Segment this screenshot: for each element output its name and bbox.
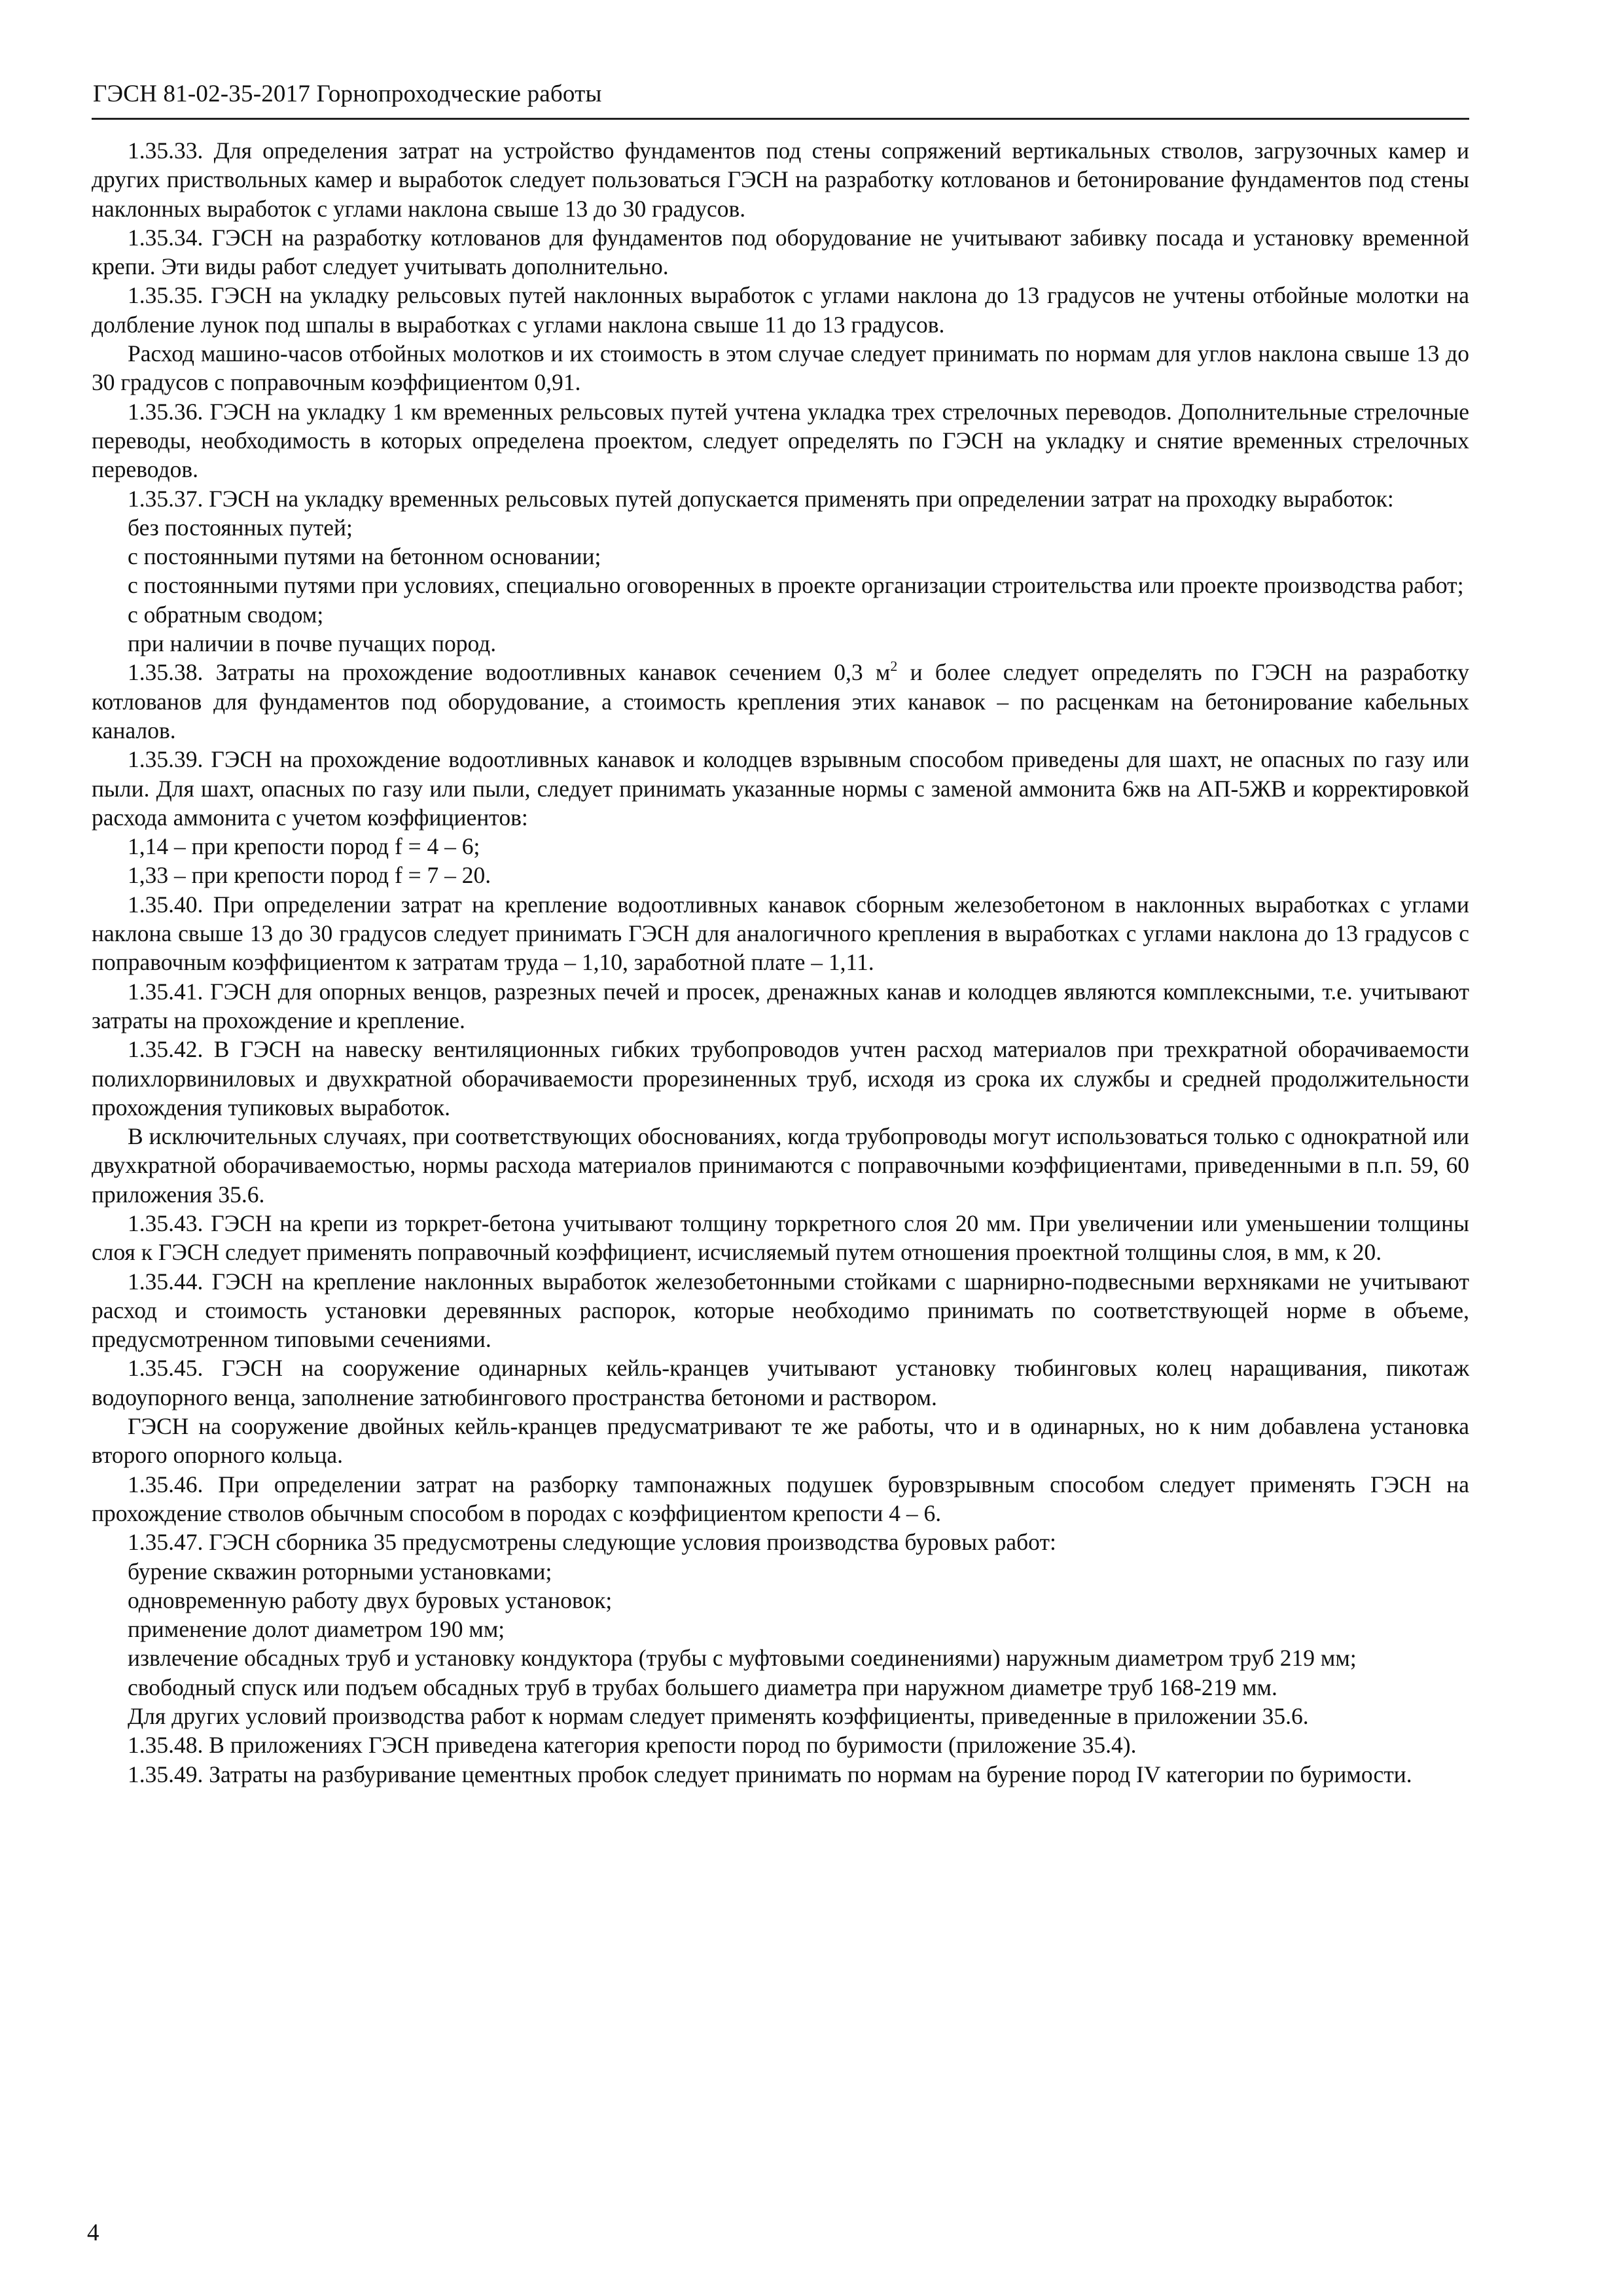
paragraph: 1.35.49. Затраты на разбуривание цементных пробок следует принимать по нормам на бурение пород IV категории по буримости. bbox=[128, 1761, 1412, 1787]
paragraph: 1.35.40. При определении затрат на крепление водоотливных канавок сборным железобетоном в наклонных выработках с углами наклона свыше 13 до 30 градусов следует принимать ГЭСН для аналогичного крепления в выработках с углами наклона до 13 градусов с поправочным коэффициентом к затратам труда – 1,10, заработной плате – 1,11. bbox=[92, 891, 1469, 976]
paragraph bbox=[92, 658, 1469, 745]
paragraph: 1.35.34. ГЭСН на разработку котлованов для фундаментов под оборудование не учитывают забивку посада и установку временной крепи. Эти виды работ следует учитывать дополнительно. bbox=[92, 224, 1469, 280]
list-item: одновременную работу двух буровых установок; bbox=[128, 1587, 613, 1613]
list-item: бурение скважин роторными установками; bbox=[128, 1558, 552, 1585]
list-item: применение долот диаметром 190 мм; bbox=[128, 1616, 505, 1643]
paragraph: 1.35.36. ГЭСН на укладку 1 км временных рельсовых путей учтена укладка трех стрелочных переводов. Дополнительные стрелочные переводы, необходимость в которых определена проектом, следует определять по ГЭСН на укладку и снятие временных стрелочных переводов. bbox=[92, 398, 1469, 483]
list-item: 1,33 – при крепости пород f = 7 – 20. bbox=[128, 862, 491, 889]
paragraph: 1.35.35. ГЭСН на укладку рельсовых путей наклонных выработок с углами наклона до 13 градусов не учтены отбойные молотки на долбление лунок под шпалы в выработках с углами наклона свыше 11 до 13 градусов. bbox=[92, 282, 1469, 338]
paragraph: 1.35.43. ГЭСН на крепи из торкрет-бетона учитывают толщину торкретного слоя 20 мм. При увеличении или уменьшении толщины слоя к ГЭСН следует применять поправочный коэффициент, исчисляемый путем отношения проектной толщины слоя, в мм, к 20. bbox=[92, 1210, 1469, 1266]
list-item: при наличии в почве пучащих пород. bbox=[128, 630, 497, 657]
document-body bbox=[92, 136, 1469, 1789]
superscript: 2 bbox=[890, 658, 898, 675]
paragraph: 1.35.42. В ГЭСН на навеску вентиляционных гибких трубопроводов учтен расход материалов при трехкратной оборачиваемости полихлорвиниловых и двухкратной оборачиваемости прорезиненных труб, исходя из срока их службы и средней продолжительности прохождения тупиковых выработок. bbox=[92, 1036, 1469, 1121]
list-item: с обратным сводом; bbox=[128, 601, 324, 628]
paragraph: Для других условий производства работ к нормам следует применять коэффициенты, приведенные в приложении 35.6. bbox=[128, 1703, 1309, 1730]
paragraph: ГЭСН на сооружение двойных кейль-кранцев предусматривают те же работы, что и в одинарных, но к ним добавлена установка второго опорного кольца. bbox=[92, 1413, 1469, 1469]
paragraph: 1.35.46. При определении затрат на разборку тампонажных подушек буровзрывным способом следует применять ГЭСН на прохождение стволов обычным способом в породах с коэффициентом крепости 4 – 6. bbox=[92, 1471, 1469, 1526]
list-item: свободный спуск или подъем обсадных труб в трубах большего диаметра при наружном диаметре труб 168-219 мм. bbox=[128, 1674, 1277, 1700]
list-item: без постоянных путей; bbox=[128, 514, 353, 541]
list-item: с постоянными путями при условиях, специально оговоренных в проекте организации строительства или проекте производства работ; bbox=[128, 572, 1464, 599]
page-number: 4 bbox=[87, 2219, 99, 2246]
header-title: ГЭСН 81-02-35-2017 Горнопроходческие работы bbox=[93, 81, 602, 107]
paragraph: В исключительных случаях, при соответствующих обоснованиях, когда трубопроводы могут использоваться только с однократной или двухкратной оборачиваемостью, нормы расхода материалов принимаются с поправочными коэффициентами, приведенными в п.п. 59, 60 приложения 35.6. bbox=[92, 1123, 1469, 1208]
paragraph: 1.35.47. ГЭСН сборника 35 предусмотрены следующие условия производства буровых работ: bbox=[128, 1529, 1056, 1556]
paragraph: 1.35.44. ГЭСН на крепление наклонных выработок железобетонными стойками с шарнирно-подвесными верхняками не учитывают расход и стоимость установки деревянных распорок, которые необходимо принимать по соответствующей норме в объеме, предусмотренном типовыми сечениями. bbox=[92, 1268, 1469, 1353]
running-header bbox=[92, 77, 1469, 120]
paragraph: 1.35.41. ГЭСН для опорных венцов, разрезных печей и просек, дренажных канав и колодцев являются комплексными, т.е. учитывают затраты на прохождение и крепление. bbox=[92, 978, 1469, 1033]
list-item: 1,14 – при крепости пород f = 4 – 6; bbox=[128, 833, 480, 860]
paragraph: 1.35.39. ГЭСН на прохождение водоотливных канавок и колодцев взрывным способом приведены для шахт, не опасных по газу или пыли. Для шахт, опасных по газу или пыли, следует принимать указанные нормы с заменой аммонита 6жв на АП-5ЖВ и корректировкой расхода аммонита с учетом коэффициентов: bbox=[92, 746, 1469, 831]
list-item: с постоянными путями на бетонном основании; bbox=[128, 543, 601, 570]
paragraph: 1.35.37. ГЭСН на укладку временных рельсовых путей допускается применять при определении затрат на проходку выработок: bbox=[128, 485, 1394, 512]
paragraph: 1.35.33. Для определения затрат на устройство фундаментов под стены сопряжений вертикальных стволов, загрузочных камер и других приствольных камер и выработок следует пользоваться ГЭСН на разработку котлованов и бетонирование фундаментов под стены наклонных выработок с углами наклона свыше 13 до 30 градусов. bbox=[92, 137, 1469, 222]
paragraph-text: 1.35.38. Затраты на прохождение водоотливных канавок сечением 0,3 м bbox=[128, 659, 891, 686]
paragraph: 1.35.48. В приложениях ГЭСН приведена категория крепости пород по буримости (приложение 35.4). bbox=[128, 1732, 1137, 1759]
paragraph: 1.35.45. ГЭСН на сооружение одинарных кейль-кранцев учитывают установку тюбинговых колец наращивания, пикотаж водоупорного венца, заполнение затюбингового пространства бетономи и раствором. bbox=[92, 1355, 1469, 1410]
paragraph: Расход машино-часов отбойных молотков и их стоимость в этом случае следует принимать по нормам для углов наклона свыше 13 до 30 градусов с поправочным коэффициентом 0,91. bbox=[92, 340, 1469, 396]
paragraph-text: и более следует определять по ГЭСН на разработку котлованов для фундаментов под оборудование, а стоимость крепления этих канавок – по расценкам на бетонирование кабельных каналов. bbox=[92, 659, 1469, 744]
list-item: извлечение обсадных труб и установку кондуктора (трубы с муфтовыми соединениями) наружным диаметром труб 219 мм; bbox=[128, 1645, 1357, 1672]
